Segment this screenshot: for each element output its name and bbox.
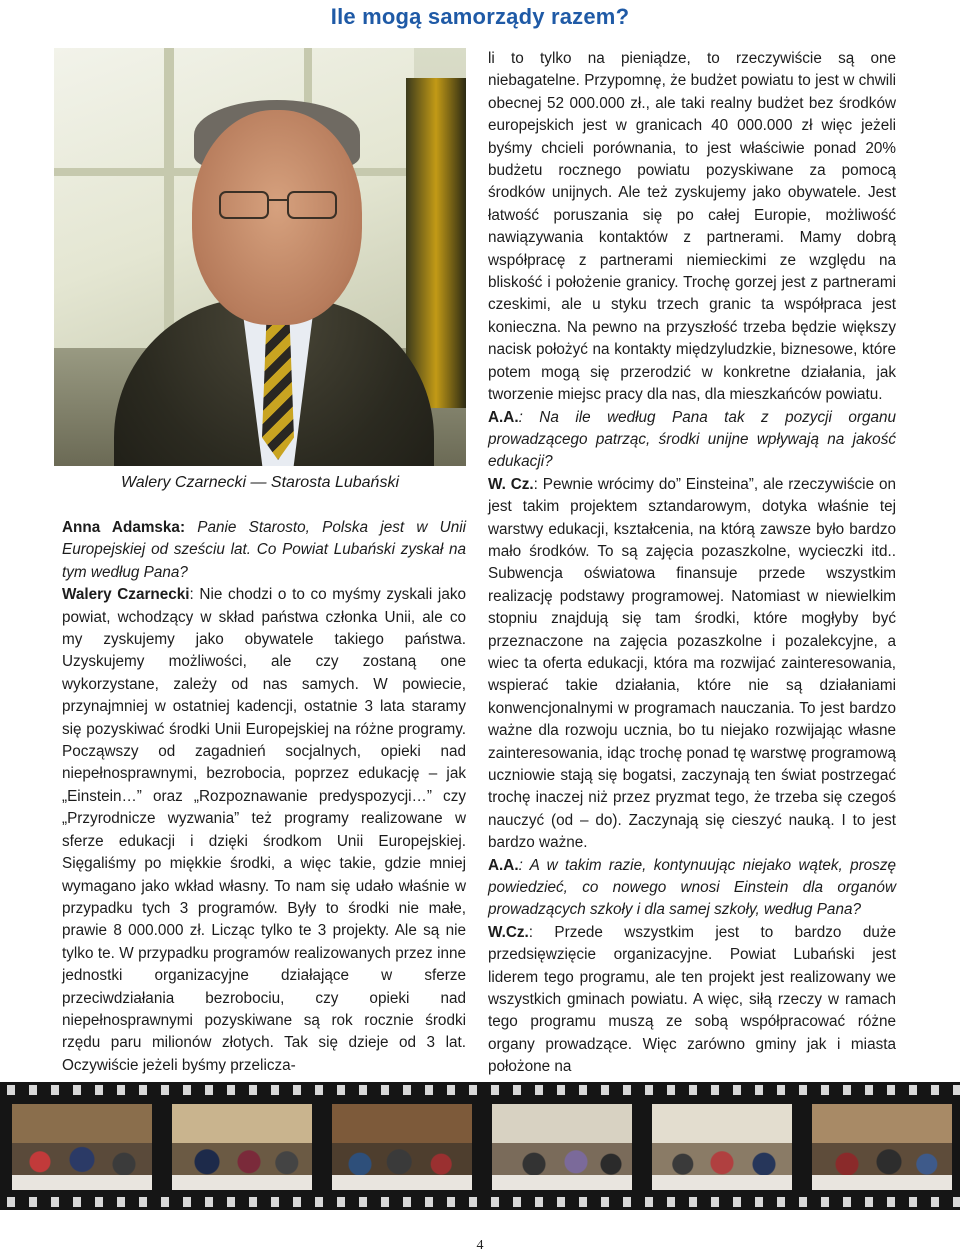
speaker-label: A.A. [488,408,519,426]
photo-caption: Walery Czarnecki — Starosta Lubański [120,474,400,491]
left-column [62,517,466,1077]
paragraph [488,48,896,407]
film-photo-frame-5 [652,1104,792,1190]
paragraph-text: : Pewnie wrócimy do” Einsteina”, ale rzeczywiście on jest takim projektem sztandarowym, dotyka właśnie tej warstwy edukacji, kształcenia, na którą zawsze było bardzo mało środków. To są zajęcia pozaszkolne, wycieczki itd.. Subwencja oświatowa finansuje przede wszystkim realizację podstawy programowej. Natomiast w niewielkim stopniu znajdują się tam środki, które mogłyby być przeznaczone na zajęcia pozaszkolne i pozalekcyjne, a wiec ta oferta edukacji, która ma rozwijać zainteresowania, wspierać takie działania, które nie są działaniami konwencjonalnymi w programach nauczania. To jest bardzo ważne dla rozwoju ucznia, bo tu niejako rozwijając własne zainteresowania, idąc trochę ponad tę warstwę programową uczniowie stają się bogatsi, zaczynają ten świat postrzegać trochę inaczej niż przez pryzmat tego, że trzeba się czegoś nauczyć (od – do). Zaczynają się cieszyć nauką. I to jest bardzo ważne. [488,475,896,852]
page-number: 4 [476,1238,484,1253]
paragraph-text: : A w takim razie, kontynuując niejako wątek, proszę powiedzieć, co nowego wnosi Einstein dla organów prowadzących szkoły i dla samej szkoły, według Pana? [488,856,896,919]
paragraph [488,922,896,1079]
film-strip [0,1082,960,1210]
paragraph-text: li to tylko na pieniądze, to rzeczywiście są one niebagatelne. Przypomnę, że budżet powiatu to jest w chwili obecnej 52 000.000 zł., ale taki realny budżet bez środków europejskich jest w granicach 40 000.000 zł więc jeżeli byśmy chcieli porównania, to jest właściwie ponad 20% budżetu rocznego powiatu pozyskiwane za pomocą środków unijnych. Ale też zyskujemy jako obywatele. Jest łatwość poruszania się po całej Europie, możliwość nawiązywania kontaktów z partnerami. Mamy dobrą współpracę z partnerami niemieckimi ze względu na bliskość i położenie granicy. Trochę gorzej jest z partnerami czeskimi, ale u styku trzech granic ta współpraca jest konieczna. Na pewno na przyszłość trzeba będzie większy nacisk położyć na kontakty międzyludzkie, biznesowe, które potem mogą się przerodzić w konkretne działania, jak tworzenie miejsc pracy dla nas, dla mieszkańców powiatu. [488,50,896,404]
page-title: Ile mogą samorządy razem? [330,4,630,29]
speaker-label: W. Cz. [488,475,534,493]
film-photo-frame-4 [492,1104,632,1190]
paragraph-text: : Na ile według Pana tak z pozycji organu prowadzącego patrząc, środki unijne wpływają na jakość edukacji? [488,408,896,471]
speaker-label: A.A. [488,856,519,874]
portrait-photo [54,48,466,466]
photo-glasses [214,188,342,222]
speaker-label: Anna Adamska: [62,519,186,536]
film-photo-frame-2 [172,1104,312,1190]
film-photo-frame-1 [12,1104,152,1190]
paragraph [488,407,896,474]
paragraph [62,517,466,584]
paragraph [488,474,896,855]
photo-background-flag [406,78,466,408]
right-column [488,48,896,1079]
film-photo-frame-3 [332,1104,472,1190]
speaker-label: Walery Czarnecki [62,586,190,604]
paragraph-text: Panie Starosto, Polska jest w Unii Europejskiej od sześciu lat. Co Powiat Lubański zyskał na tym według Pana? [62,519,466,581]
paragraph [62,584,466,1077]
paragraph-text: : Nie chodzi o to co myśmy zyskali jako powiat, wchodzący w skład państwa członka Unii, ale co my zyskujemy jako obywatele takiego państwa. Uzyskujemy możliwości, ale czy zostaną one wykorzystane, zależy od nas samych. W powiecie, przynajmniej w ostatniej kadencji, ostatnie 3 lata staramy się pozyskiwać środki Unii Europejskiej na różne programy. Począwszy od zagadnień socjalnych, opieki nad niepełnosprawnymi, bezrobocia, poprzez edukację – jak „Einstein…” oraz „Rozpoznawanie predyspozycji…” czy „Przyrodnicze wyzwania” też programy realizowane w sferze edukacji i dzięki środkom Unii Europejskiej. Sięgaliśmy po miękkie środki, a więc takie, gdzie mniej wymagano jako wkład własny. To nam się udało właśnie w przypadku tych 3 programów. Były to środki nie małe, prawie 8 000.000 zł. Licząc tylko te 3 projekty. Ale są nie tylko te. W przypadku programów realizowanych przez inne jednostki organizacyjne działające w sferze przeciwdziałania bezrobociu, czy opieki nad niepełnosprawnymi pozyskiwane są rok rocznie środki rzędu paru milionów złotych. Tak się dzieje od 3 lat. Oczywiście jeżeli byśmy przelicza- [62,586,466,1074]
speaker-label: W.Cz. [488,923,529,941]
film-photo-frame-6 [812,1104,952,1190]
paragraph [488,855,896,922]
film-perforation-top [0,1085,960,1095]
paragraph-text: : Przede wszystkim jest to bardzo duże przedsięwzięcie organizacyjne. Powiat Lubański jest liderem tego programu, ale ten projekt jest realizowany we wszystkich gminach powiatu. A więc, siłą rzeczy w ramach tego programu muszą ze sobą współpracować różne organy prowadzące. Więc zarówno gminy jak i miasta położone na [488,923,896,1076]
film-perforation-bottom [0,1197,960,1207]
photo-tie [262,310,294,460]
